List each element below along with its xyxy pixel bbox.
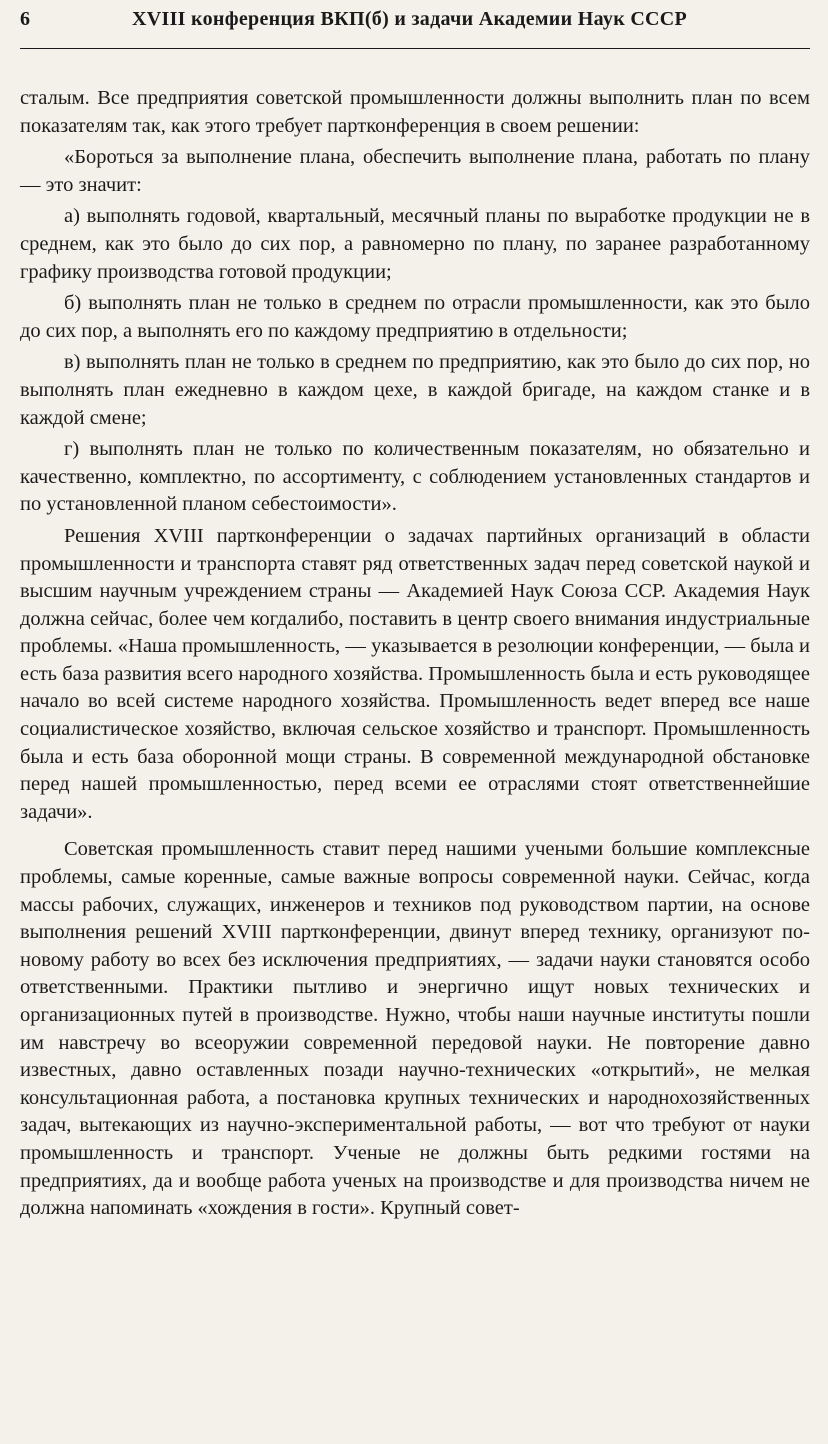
body-text xyxy=(20,85,810,1223)
running-title: XVIII конференция ВКП(б) и задачи Академии Наук СССР xyxy=(132,8,688,30)
document-page xyxy=(20,8,810,1223)
paragraph-continuation: сталым. Все предприятия советской промышленности должны выполнить план по всем показателям так, как этого требует партконференция в своем решении: xyxy=(20,87,810,137)
page-number: 6 xyxy=(20,8,31,30)
paragraph-list-item-v: в) выполнять план не только в среднем по предприятию, как это было до сих пор, но выполнять план ежедневно в каждом цехе, в каждой бригаде, на каждом станке и в каждой смене; xyxy=(20,351,810,429)
paragraph-quote-intro: «Бороться за выполнение плана, обеспечить выполнение плана, работать по плану — это значит: xyxy=(20,146,810,196)
paragraph-soviet-industry: Советская промышленность ставит перед нашими учеными большие комплексные проблемы, самые коренные, самые важные вопросы современной науки. Сейчас, когда массы рабочих, служащих, инженеров и техников под руководством партии, на основе выполнения решений XVIII партконференции, двинут вперед технику, организуют по-новому работу во всех без исключения предприятиях, — задачи науки становятся особо ответственными. Практики пытливо и энергично ищут новых технических и организационных путей в производстве. Нужно, чтобы наши научные институты пошли им навстречу во всеоружии современной передовой науки. Не повторение давно известных, давно оставленных позади научно-технических «открытий», не мелкая консультационная работа, а постановка крупных технических и народнохозяйственных задач, вытекающих из научно-экспериментальной работы, — вот что требуют от науки промышленность и транспорт. Ученые не должны быть редкими гостями на предприятиях, да и вообще работа ученых на производстве и для производства ничем не должна напоминать «хождения в гости». Крупный совет- xyxy=(20,838,810,1220)
paragraph-list-item-a: а) выполнять годовой, квартальный, месячный планы по выработке продукции не в среднем, как это было до сих пор, а равномерно по плану, по заранее разработанному графику производства готовой продукции; xyxy=(20,205,810,283)
paragraph-list-item-g: г) выполнять план не только по количественным показателям, но обязательно и качественно, комплектно, по ассортименту, с соблюдением установленных стандартов и по установленной планом себестоимости». xyxy=(20,438,810,516)
running-header xyxy=(20,8,810,49)
paragraph-conference-decisions: Решения XVIII партконференции о задачах партийных организаций в области промышленности и транспорта ставят ряд ответственных задач перед советской наукой и высшим научным учреждением страны — Академией Наук Союза ССР. Академия Наук должна сейчас, более чем когдалибо, поставить в центр своего внимания индустриальные проблемы. «Наша промышленность, — указывается в резолюции конференции, — была и есть база развития всего народного хозяйства. Промышленность была и есть руководящее начало во всей системе народного хозяйства. Промышленность ведет вперед все наше социалистическое хозяйство, включая сельское хозяйство и транспорт. Промышленность была и есть база оборонной мощи страны. В современной международной обстановке перед нашей промышленностью, перед всеми ее отраслями стоят ответственнейшие задачи». xyxy=(20,524,810,823)
paragraph-list-item-b: б) выполнять план не только в среднем по отрасли промышленности, как это было до сих пор, а выполнять его по каждому предприятию в отдельности; xyxy=(20,292,810,342)
